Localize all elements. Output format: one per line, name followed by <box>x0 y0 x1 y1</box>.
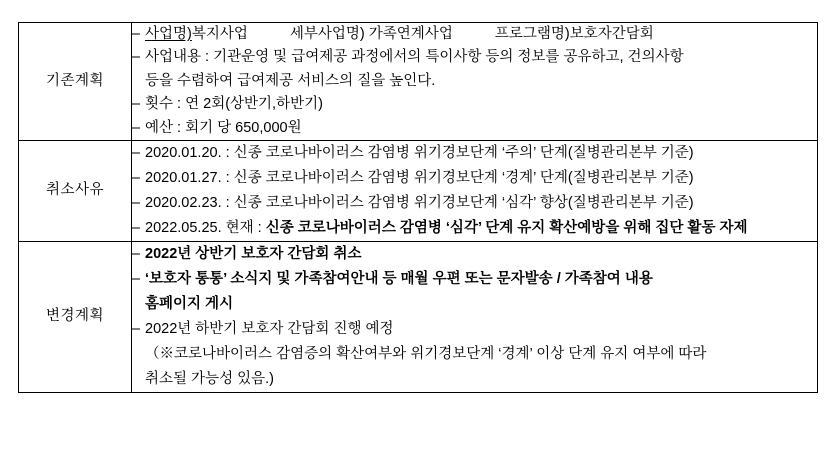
dash-bullet: – <box>132 320 141 337</box>
text-run: 2020.01.27. : 신종 코로나바이러스 감염병 위기경보단계 ‘경계’ 단계(질병관리본부 기준) <box>145 170 694 187</box>
text-line <box>132 342 817 367</box>
text-line <box>132 166 817 191</box>
text-line <box>132 242 817 267</box>
text-run: 사업내용 : 기관운영 및 급여제공 과정에서의 특이사항 등의 정보를 공유하고, 건의사항 <box>145 49 684 66</box>
text-line <box>132 267 817 292</box>
row-content-revised-plan <box>132 242 818 393</box>
text-run: 2022년 하반기 보호자 간담회 진행 예정 <box>145 320 394 337</box>
dash-bullet: – <box>132 145 141 162</box>
text-run: 2020.02.23. : 신종 코로나바이러스 감염병 위기경보단계 ‘심각’ 향상(질병관리본부 기준) <box>145 195 694 212</box>
dash-bullet: – <box>132 119 141 136</box>
row-label-existing-plan: 기존계획 <box>19 23 132 141</box>
content-lines <box>132 23 817 140</box>
text-run: 세부사업명) 가족연계사업 <box>289 26 453 42</box>
text-line <box>132 46 817 69</box>
dash-bullet: – <box>132 96 141 113</box>
text-run: 복지사업 <box>191 26 248 42</box>
content-lines <box>132 141 817 241</box>
row-label-revised-plan: 변경계획 <box>19 242 132 393</box>
text-run: 홈페이지 게시 <box>145 296 234 313</box>
table-row <box>19 141 818 242</box>
dash-bullet: – <box>132 246 141 263</box>
text-line <box>132 93 817 116</box>
line-indent <box>132 70 145 93</box>
spacer <box>453 23 495 46</box>
text-line <box>132 117 817 140</box>
text-run: 2022년 상반기 보호자 간담회 취소 <box>145 246 362 263</box>
row-content-cancel-reason <box>132 141 818 242</box>
dash-bullet: – <box>132 26 141 42</box>
text-line <box>132 292 817 317</box>
text-run: ‘보호자 통통’ 소식지 및 가족참여안내 등 매월 우편 또는 문자발송 / 가족참여 내용 <box>145 271 653 288</box>
text-run: 예산 : 회기 당 650,000원 <box>145 119 302 136</box>
text-line <box>132 191 817 216</box>
text-run: 사업명) <box>145 26 192 42</box>
table-body <box>19 23 818 393</box>
table-row <box>19 242 818 393</box>
plan-change-table <box>18 22 818 393</box>
row-label-cancel-reason: 취소사유 <box>19 141 132 242</box>
text-line <box>132 70 817 93</box>
content-lines <box>132 242 817 392</box>
text-line <box>132 317 817 342</box>
line-indent <box>132 342 145 367</box>
text-run: 신종 코로나바이러스 감염병 ‘심각’ 단계 유지 확산예방을 위해 집단 활동 자제 <box>265 220 748 237</box>
dash-bullet: – <box>132 49 141 66</box>
text-run: 횟수 : 연 2회(상반기,하반기) <box>145 96 323 113</box>
dash-bullet: – <box>132 271 141 288</box>
text-run: 프로그램명)보호자간담회 <box>494 26 654 42</box>
spacer <box>248 23 290 46</box>
line-indent <box>132 367 145 392</box>
text-run: 등을 수렴하여 급여제공 서비스의 질을 높인다. <box>145 72 436 89</box>
text-line <box>132 23 817 46</box>
dash-bullet: – <box>132 220 141 237</box>
text-line <box>132 141 817 166</box>
table-row <box>19 23 818 141</box>
dash-bullet: – <box>132 170 141 187</box>
line-indent <box>132 292 145 317</box>
text-run: 취소될 가능성 있음.) <box>145 370 274 387</box>
text-line <box>132 216 817 241</box>
dash-bullet: – <box>132 195 141 212</box>
text-run: 2022.05.25. 현재 : <box>145 220 266 237</box>
text-run: 2020.01.20. : 신종 코로나바이러스 감염병 위기경보단계 ‘주의’ 단계(질병관리본부 기준) <box>145 145 694 162</box>
row-content-existing-plan <box>132 23 818 141</box>
text-line <box>132 367 817 392</box>
text-run: （※코로나바이러스 감염증의 확산여부와 위기경보단계 ‘경계’ 이상 단계 유지 여부에 따라 <box>145 345 707 362</box>
